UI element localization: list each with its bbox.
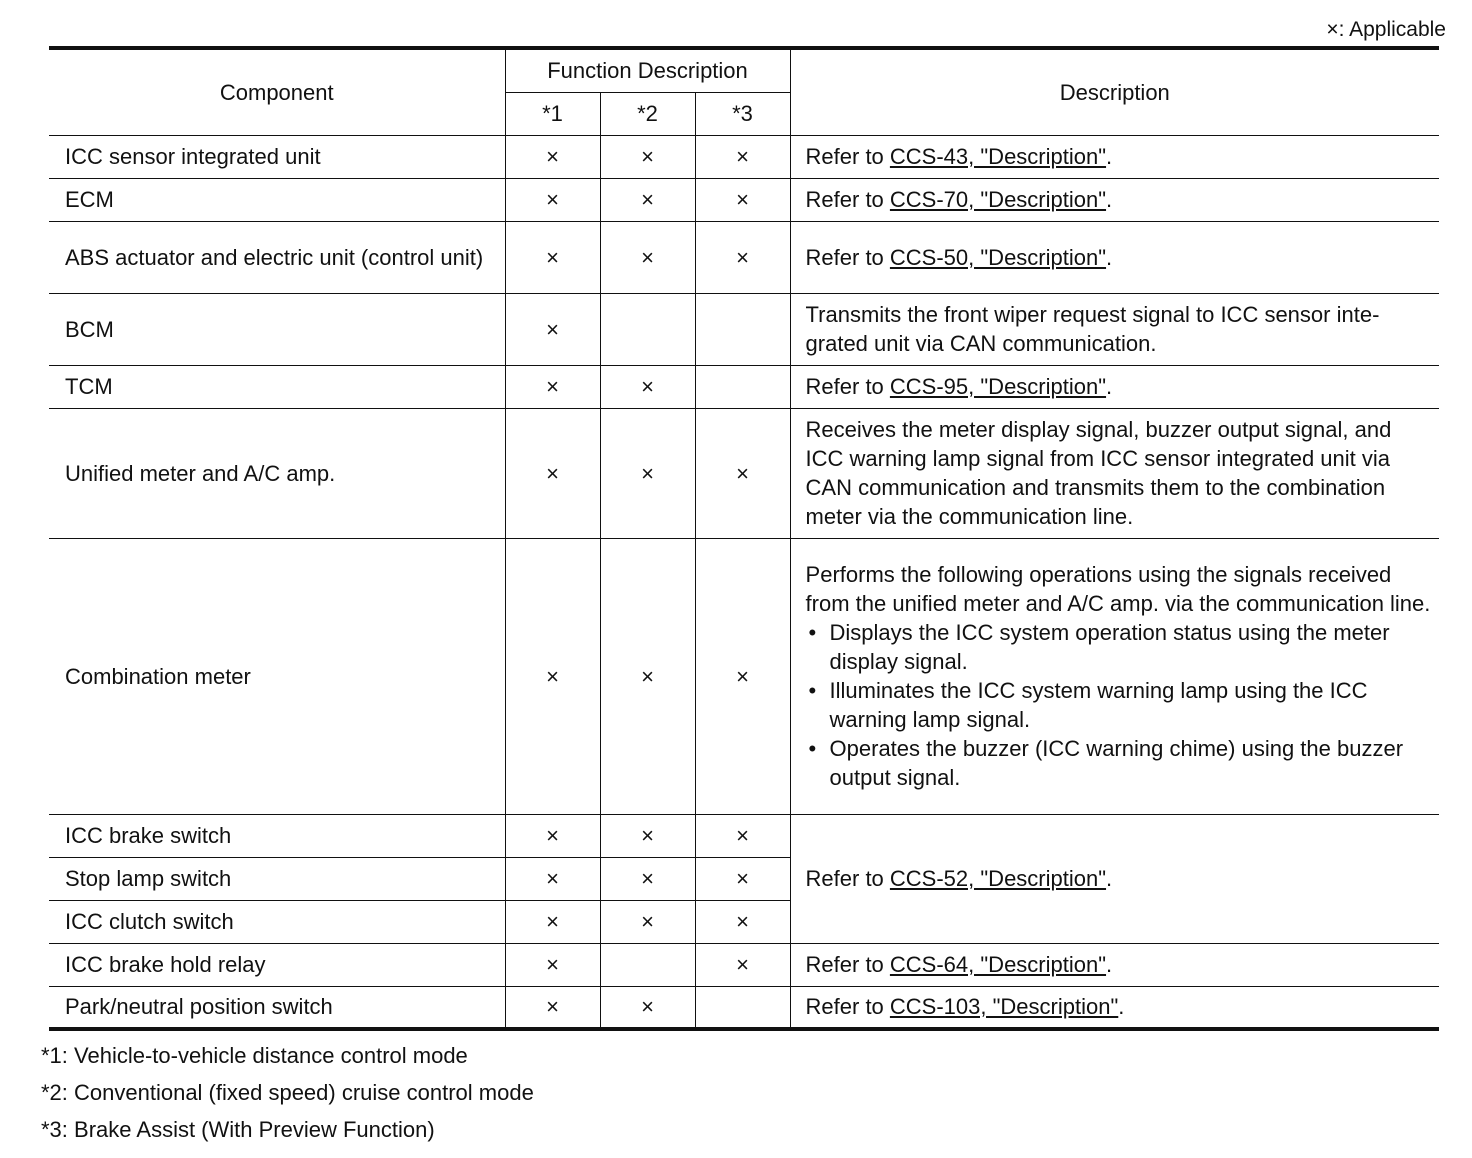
mark-f2: × xyxy=(600,408,695,538)
table-row xyxy=(49,814,1439,857)
component-name: ICC brake switch xyxy=(49,814,505,857)
description-cell: Refer to CCS-52, "Description". xyxy=(790,814,1439,943)
mark-f2: × xyxy=(600,857,695,900)
bullet-item: • Illuminates the ICC system warning lamp using the ICC warning lamp signal. xyxy=(806,676,1432,734)
table-row xyxy=(49,538,1439,814)
component-name: TCM xyxy=(49,365,505,408)
mark-f2: × xyxy=(600,814,695,857)
component-name: ABS actuator and electric unit (control unit) xyxy=(49,221,505,293)
mark-f1: × xyxy=(505,293,600,365)
mark-f3 xyxy=(695,293,790,365)
reference-link[interactable]: CCS-50, "Description" xyxy=(889,244,1107,270)
description-cell: Refer to CCS-95, "Description". xyxy=(790,365,1439,408)
table-row xyxy=(49,943,1439,986)
reference-link[interactable]: CCS-52, "Description" xyxy=(889,866,1107,891)
table-row xyxy=(49,408,1439,538)
component-name: Unified meter and A/C amp. xyxy=(49,408,505,538)
mark-f3: × xyxy=(695,857,790,900)
reference-link[interactable]: CCS-43, "Description" xyxy=(889,144,1107,169)
component-name: Stop lamp switch xyxy=(49,857,505,900)
table-row xyxy=(49,221,1439,293)
header-component: Component xyxy=(49,48,505,135)
description-cell: Refer to CCS-64, "Description". xyxy=(790,943,1439,986)
mark-f1: × xyxy=(505,221,600,293)
description-text: Receives the meter display signal, buzzer output signal, and ICC warning lamp signal from ICC sensor integrated unit via CAN communication and transmits them to the combination meter via the communication line. xyxy=(790,408,1439,538)
mark-f3 xyxy=(695,986,790,1029)
mark-f2: × xyxy=(600,135,695,178)
mark-f1: × xyxy=(505,408,600,538)
footnote: *2: Conventional (fixed speed) cruise control mode xyxy=(41,1080,534,1105)
mark-f1: × xyxy=(505,178,600,221)
table-row xyxy=(49,365,1439,408)
table-row xyxy=(49,178,1439,221)
description-cell: Refer to CCS-43, "Description". xyxy=(790,135,1439,178)
description-text: Transmits the front wiper request signal to ICC sensor inte-grated unit via CAN communication. xyxy=(790,293,1439,365)
component-name: ICC clutch switch xyxy=(49,900,505,943)
header-f3: *3 xyxy=(695,92,790,135)
description-cell: Refer to CCS-103, "Description". xyxy=(790,986,1439,1029)
applicable-legend: ×: Applicable xyxy=(1326,18,1446,41)
bullet-item: • Operates the buzzer (ICC warning chime) using the buzzer output signal. xyxy=(806,734,1432,792)
mark-f2: × xyxy=(600,986,695,1029)
reference-link[interactable]: CCS-70, "Description" xyxy=(889,187,1107,212)
mark-f2 xyxy=(600,943,695,986)
footnote: *3: Brake Assist (With Preview Function) xyxy=(41,1117,435,1142)
footnotes xyxy=(41,1040,534,1151)
header-f2: *2 xyxy=(600,92,695,135)
mark-f3: × xyxy=(695,814,790,857)
mark-f1: × xyxy=(505,900,600,943)
description-text: Performs the following operations using the signals received from the unified meter and A/C amp. via the communication line. xyxy=(805,562,1431,616)
mark-f2: × xyxy=(600,538,695,814)
mark-f3: × xyxy=(695,943,790,986)
component-function-table xyxy=(49,46,1439,1031)
mark-f2 xyxy=(600,293,695,365)
footnote: *1: Vehicle-to-vehicle distance control mode xyxy=(41,1043,468,1068)
component-name: ECM xyxy=(49,178,505,221)
component-name: ICC brake hold relay xyxy=(49,943,505,986)
mark-f1: × xyxy=(505,986,600,1029)
bullet-item: • Displays the ICC system operation status using the meter display signal. xyxy=(806,618,1432,676)
mark-f1: × xyxy=(505,365,600,408)
mark-f1: × xyxy=(505,135,600,178)
mark-f3: × xyxy=(695,538,790,814)
mark-f3: × xyxy=(695,178,790,221)
mark-f1: × xyxy=(505,857,600,900)
description-cell xyxy=(790,538,1439,814)
mark-f3: × xyxy=(695,408,790,538)
description-cell: Refer to CCS-70, "Description". xyxy=(790,178,1439,221)
table-row xyxy=(49,293,1439,365)
mark-f2: × xyxy=(600,900,695,943)
header-f1: *1 xyxy=(505,92,600,135)
table-row xyxy=(49,135,1439,178)
mark-f3: × xyxy=(695,221,790,293)
component-name: BCM xyxy=(49,293,505,365)
mark-f3: × xyxy=(695,135,790,178)
component-name: ICC sensor integrated unit xyxy=(49,135,505,178)
description-cell: Refer to CCS-50, "Description". xyxy=(790,221,1439,293)
mark-f1: × xyxy=(505,538,600,814)
header-function-description: Function Description xyxy=(505,48,790,92)
component-name: Combination meter xyxy=(49,538,505,814)
bullet-list xyxy=(806,618,1432,792)
mark-f3: × xyxy=(695,900,790,943)
reference-link[interactable]: CCS-103, "Description" xyxy=(889,994,1119,1020)
mark-f1: × xyxy=(505,943,600,986)
mark-f2: × xyxy=(600,178,695,221)
mark-f3 xyxy=(695,365,790,408)
mark-f1: × xyxy=(505,814,600,857)
header-description: Description xyxy=(790,48,1439,135)
mark-f2: × xyxy=(600,365,695,408)
component-name: Park/neutral position switch xyxy=(49,986,505,1029)
mark-f2: × xyxy=(600,221,695,293)
reference-link[interactable]: CCS-95, "Description" xyxy=(889,374,1107,399)
reference-link[interactable]: CCS-64, "Description" xyxy=(889,952,1107,977)
table-row xyxy=(49,986,1439,1029)
